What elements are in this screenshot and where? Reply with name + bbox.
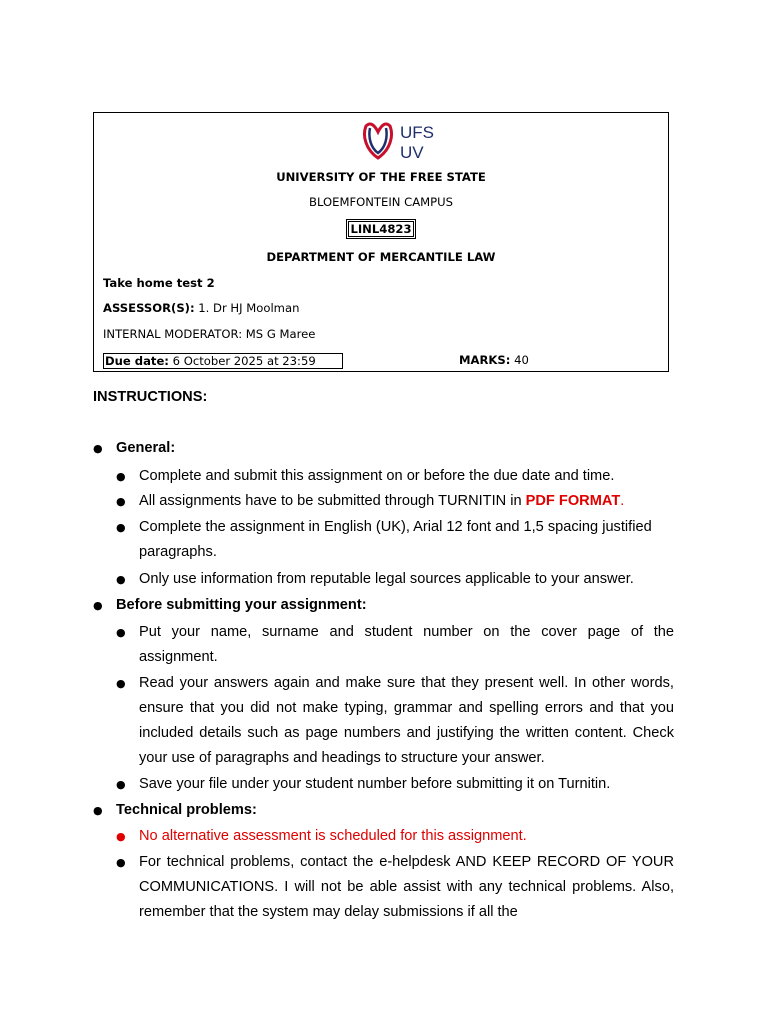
section-technical-problems-heading [93,802,257,818]
list-item [116,671,674,771]
ufs-logo [360,118,450,162]
logo-text-bottom: UV [400,143,424,162]
logo-text-top: UFS [400,123,434,142]
list-item-text: For technical problems, contact the e-helpdesk AND KEEP RECORD OF YOUR COMMUNICATIONS. I will not be able assist with any technical problems. Also, remember that the system may delay submissions if all the [139,854,674,920]
pdf-format-highlight: PDF FORMAT [525,493,621,509]
list-item [116,464,674,489]
list-item-text: Save your file under your student number before submitting it on Turnitin. [139,776,611,792]
section-before-submitting-heading [93,597,367,613]
list-item-text: Read your answers again and make sure that they present well. In other words, ensure that you did not make typing, grammar and spelling errors and that you included details such as page numbers and justifying the written content. Check your use of paragraphs and headings to structure your answer. [139,675,674,766]
list-item-text: Complete and submit this assignment on or before the due date and time. [139,468,615,484]
module-code: LINL4823 [350,222,412,236]
bullet-icon: ● [116,521,126,534]
test-title: Take home test 2 [103,276,215,290]
department-name: DEPARTMENT OF MERCANTILE LAW [266,250,496,264]
module-code-wrapper [94,221,668,237]
instructions-title: INSTRUCTIONS: [93,389,208,405]
list-item-text: Put your name, surname and student number on the cover page of the assignment. [139,624,674,665]
list-item [116,620,674,670]
marks-line [459,353,529,367]
campus-name: BLOEMFONTEIN CAMPUS [309,195,453,209]
list-item [116,772,674,797]
cover-header-box [93,112,669,372]
due-date-label: Due date: [105,354,169,368]
marks-label: MARKS: [459,353,511,367]
list-item-text: Only use information from reputable legal sources applicable to your answer. [139,571,634,587]
bullet-icon: ● [116,856,126,869]
ufs-logo-icon [360,118,450,162]
assessor-label: ASSESSOR(S): [103,301,195,315]
section-title: Technical problems: [116,802,257,818]
bullet-icon: ● [116,470,126,483]
bullet-icon: ● [93,599,103,612]
bullet-icon: ● [116,677,126,690]
bullet-icon: ● [116,626,126,639]
list-item-text: No alternative assessment is scheduled for this assignment. [139,828,527,844]
pdf-format-period: . [620,493,625,509]
university-name: UNIVERSITY OF THE FREE STATE [276,170,486,184]
bullet-icon: ● [116,830,126,843]
marks-value: 40 [510,353,529,367]
list-item-text: Complete the assignment in English (UK), Arial 12 font and 1,5 spacing justified paragraphs. [139,519,652,560]
section-title: Before submitting your assignment: [116,597,367,613]
section-general-heading [93,440,176,456]
section-title: General: [116,440,176,456]
bullet-icon: ● [116,495,126,508]
bullet-icon: ● [116,778,126,791]
assessor-value: 1. Dr HJ Moolman [194,301,300,315]
assessor-line [103,301,299,315]
due-date-value: 6 October 2025 at 23:59 [168,354,316,368]
bullet-icon: ● [116,573,126,586]
list-item [116,489,674,514]
list-item [116,567,674,592]
bullet-icon: ● [93,804,103,817]
list-item-warning [116,824,674,849]
bullet-icon: ● [93,442,103,455]
due-date-box [103,353,343,369]
list-item [116,850,674,925]
list-item [116,515,674,565]
moderator-line: INTERNAL MODERATOR: MS G Maree [103,327,316,341]
list-item-text: All assignments have to be submitted through TURNITIN in [139,493,526,509]
